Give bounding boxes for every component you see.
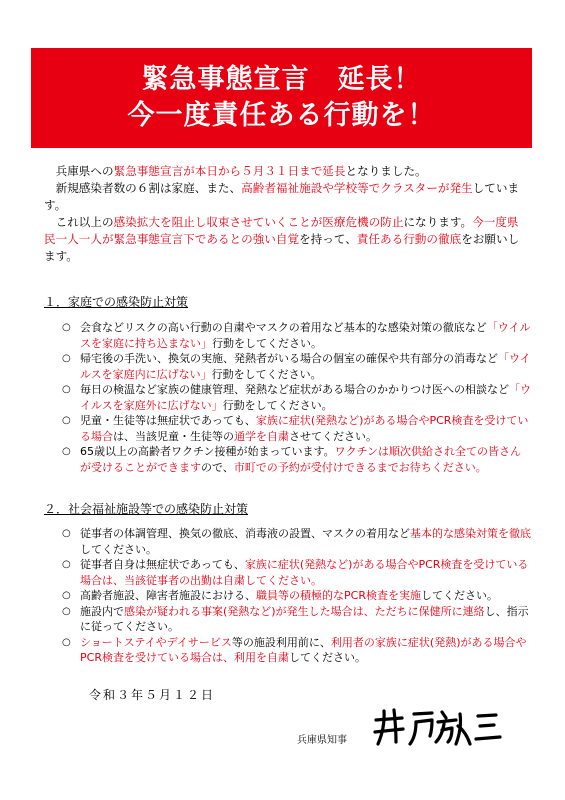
- section-1-title: １．家庭での感染防止対策: [44, 295, 189, 309]
- governor-title: 兵庫県知事: [297, 735, 347, 746]
- circle-bullet-icon: ○: [62, 590, 71, 601]
- list-item: ○ 会食などリスクの高い行動の自粛やマスクの着用など基本的な感染対策の徹底など「ウイルスを家庭に持ち込まない」行動をしてください。: [62, 321, 531, 350]
- headline-line-1: 緊急事態宣言 延長！: [141, 64, 422, 95]
- intro-paragraph-1: 兵庫県への緊急事態宣言が本日から５月３１日まで延長となりました。: [55, 164, 427, 178]
- list-item: ○ 従事者自身は無症状であっても、家族に症状(発熱など)がある場合やPCR検査を受けている場合は、当該従事者の出勤は自粛してください。: [62, 558, 529, 587]
- circle-bullet-icon: ○: [62, 353, 71, 364]
- handwritten-signature: [372, 706, 502, 748]
- circle-bullet-icon: ○: [62, 384, 71, 395]
- circle-bullet-icon: ○: [62, 636, 71, 648]
- issue-date: 令和３年５月１２日: [89, 688, 216, 702]
- circle-bullet-icon: ○: [62, 605, 71, 617]
- intro-paragraph-2: 新規感染者数の６割は家庭、また、高齢者福祉施設や学校等でクラスターが発生しています。: [44, 181, 520, 212]
- list-item: ○ 65歳以上の高齢者ワクチン接種が始まっています。ワクチンは順次供給され全ての皆さんが受けることができますので、市町での予約が受付けできるまでお待ちください。: [62, 445, 522, 474]
- headline-banner: [31, 48, 532, 148]
- list-item: ○ ショートステイやデイサービス等の施設利用前に、利用者の家族に症状(発熱)がある場合やPCR検査を受けている場合は、利用を自粛してください。: [62, 635, 527, 664]
- circle-bullet-icon: ○: [62, 559, 71, 570]
- list-item: ○ 従事者の体調管理、換気の徹底、消毒液の設置、マスクの着用など基本的な感染対策を徹底してください。: [62, 527, 531, 556]
- section-1-list: [62, 320, 532, 475]
- list-item: ○ 児童・生徒等は無症状であっても、家族に症状(発熱など)がある場合やPCR検査を受けている場合は、当該児童・生徒等の通学を自粛させてください。: [62, 414, 529, 443]
- circle-bullet-icon: ○: [62, 322, 71, 333]
- list-item: ○ 毎日の検温など家族の健康管理、発熱など症状がある場合のかかりつけ医への相談など「ウイルスを家庭外に広げない」行動をしてください。: [62, 383, 531, 412]
- list-item: ○ 帰宅後の手洗い、換気の実施、発熱者がいる場合の個室の確保や共有部分の消毒など「ウイルスを家庭内に広げない」行動をしてください。: [62, 352, 531, 381]
- list-item: ○ 高齢者施設、障害者施設における、職員等の積極的なPCR検査を実施してください。: [62, 589, 498, 602]
- circle-bullet-icon: ○: [62, 446, 71, 457]
- circle-bullet-icon: ○: [62, 415, 71, 426]
- intro-paragraph-3: これ以上の感染拡大を阻止し収束させていくことが医療危機の防止になります。今一度県民一人一人が緊急事態宣言下であるとの強い自覚を持って、責任ある行動の徹底をお願いします。: [44, 215, 520, 263]
- headline-line-2: 今一度責任ある行動を！: [127, 100, 436, 131]
- intro-text: [44, 163, 522, 265]
- section-2-list: [62, 526, 532, 666]
- list-item: ○ 施設内で感染が疑われる事案(発熱など)が発生した場合は、ただちに保健所に連絡し、指示に従ってください。: [62, 604, 529, 633]
- circle-bullet-icon: ○: [62, 528, 71, 539]
- section-2-title: ２．社会福祉施設等での感染防止対策: [44, 502, 249, 516]
